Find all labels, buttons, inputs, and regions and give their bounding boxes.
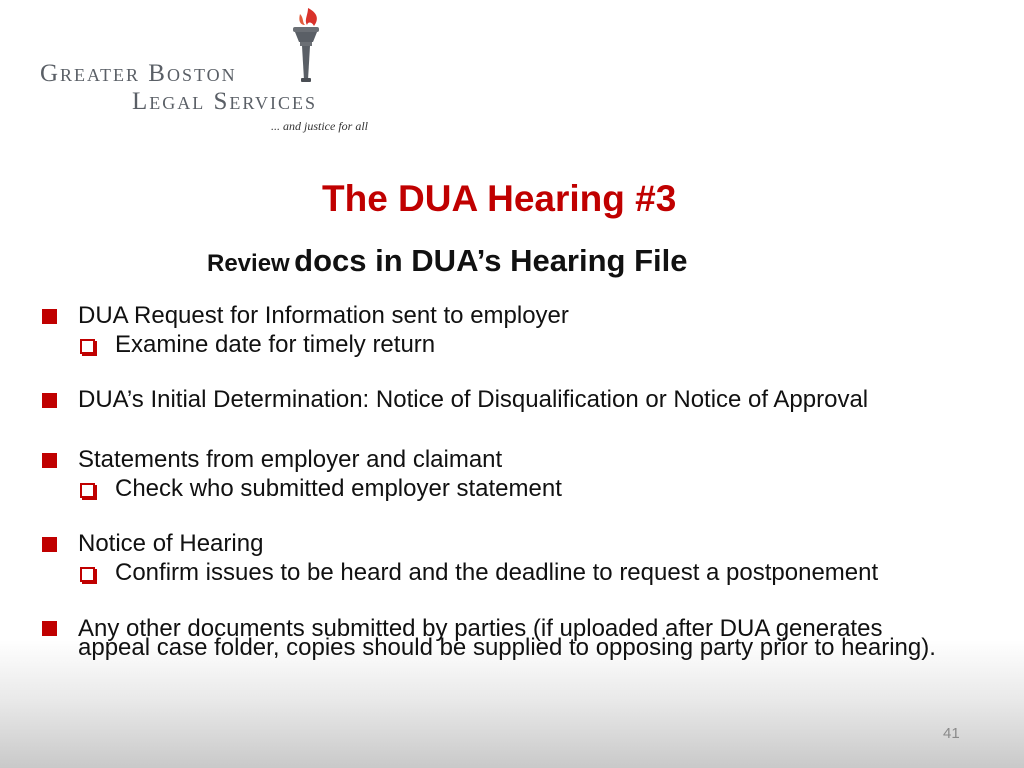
logo-line-2: Legal Services bbox=[132, 88, 317, 115]
square-bullet-icon bbox=[42, 621, 57, 636]
logo-tagline: ... and justice for all bbox=[271, 119, 368, 133]
square-bullet-icon bbox=[42, 393, 57, 408]
sub-bullet-text: Confirm issues to be heard and the deadline to request a postponement bbox=[115, 559, 879, 586]
torch-icon bbox=[286, 6, 326, 84]
bullet-text: Statements from employer and claimant bbox=[78, 446, 503, 473]
page-number: 41 bbox=[943, 725, 960, 742]
hollow-square-bullet-icon bbox=[80, 483, 95, 498]
square-bullet-icon bbox=[42, 453, 57, 468]
slide-title: The DUA Hearing #3 bbox=[322, 178, 677, 219]
gbls-logo bbox=[40, 6, 400, 134]
hollow-square-bullet-icon bbox=[80, 339, 95, 354]
bullet-text: DUA’s Initial Determination: Notice of Disqualification or Notice of Approval bbox=[78, 386, 869, 413]
sub-bullet-text: Examine date for timely return bbox=[115, 331, 436, 358]
hollow-square-bullet-icon bbox=[80, 567, 95, 582]
bullet-text: Any other documents submitted by parties (if uploaded after DUA generates appeal case folder, copies should be supplied to opposing party prior to hearing). bbox=[78, 615, 936, 661]
bullet-text: Notice of Hearing bbox=[78, 530, 264, 557]
subtitle-lead: Review bbox=[207, 250, 290, 277]
slide-subtitle bbox=[207, 243, 688, 279]
sub-bullet-text: Check who submitted employer statement bbox=[115, 475, 562, 502]
logo-line-1: Greater Boston bbox=[40, 60, 237, 87]
square-bullet-icon bbox=[42, 309, 57, 324]
bullet-text: DUA Request for Information sent to employer bbox=[78, 302, 569, 329]
subtitle-main: docs in DUA’s Hearing File bbox=[294, 243, 688, 278]
square-bullet-icon bbox=[42, 537, 57, 552]
